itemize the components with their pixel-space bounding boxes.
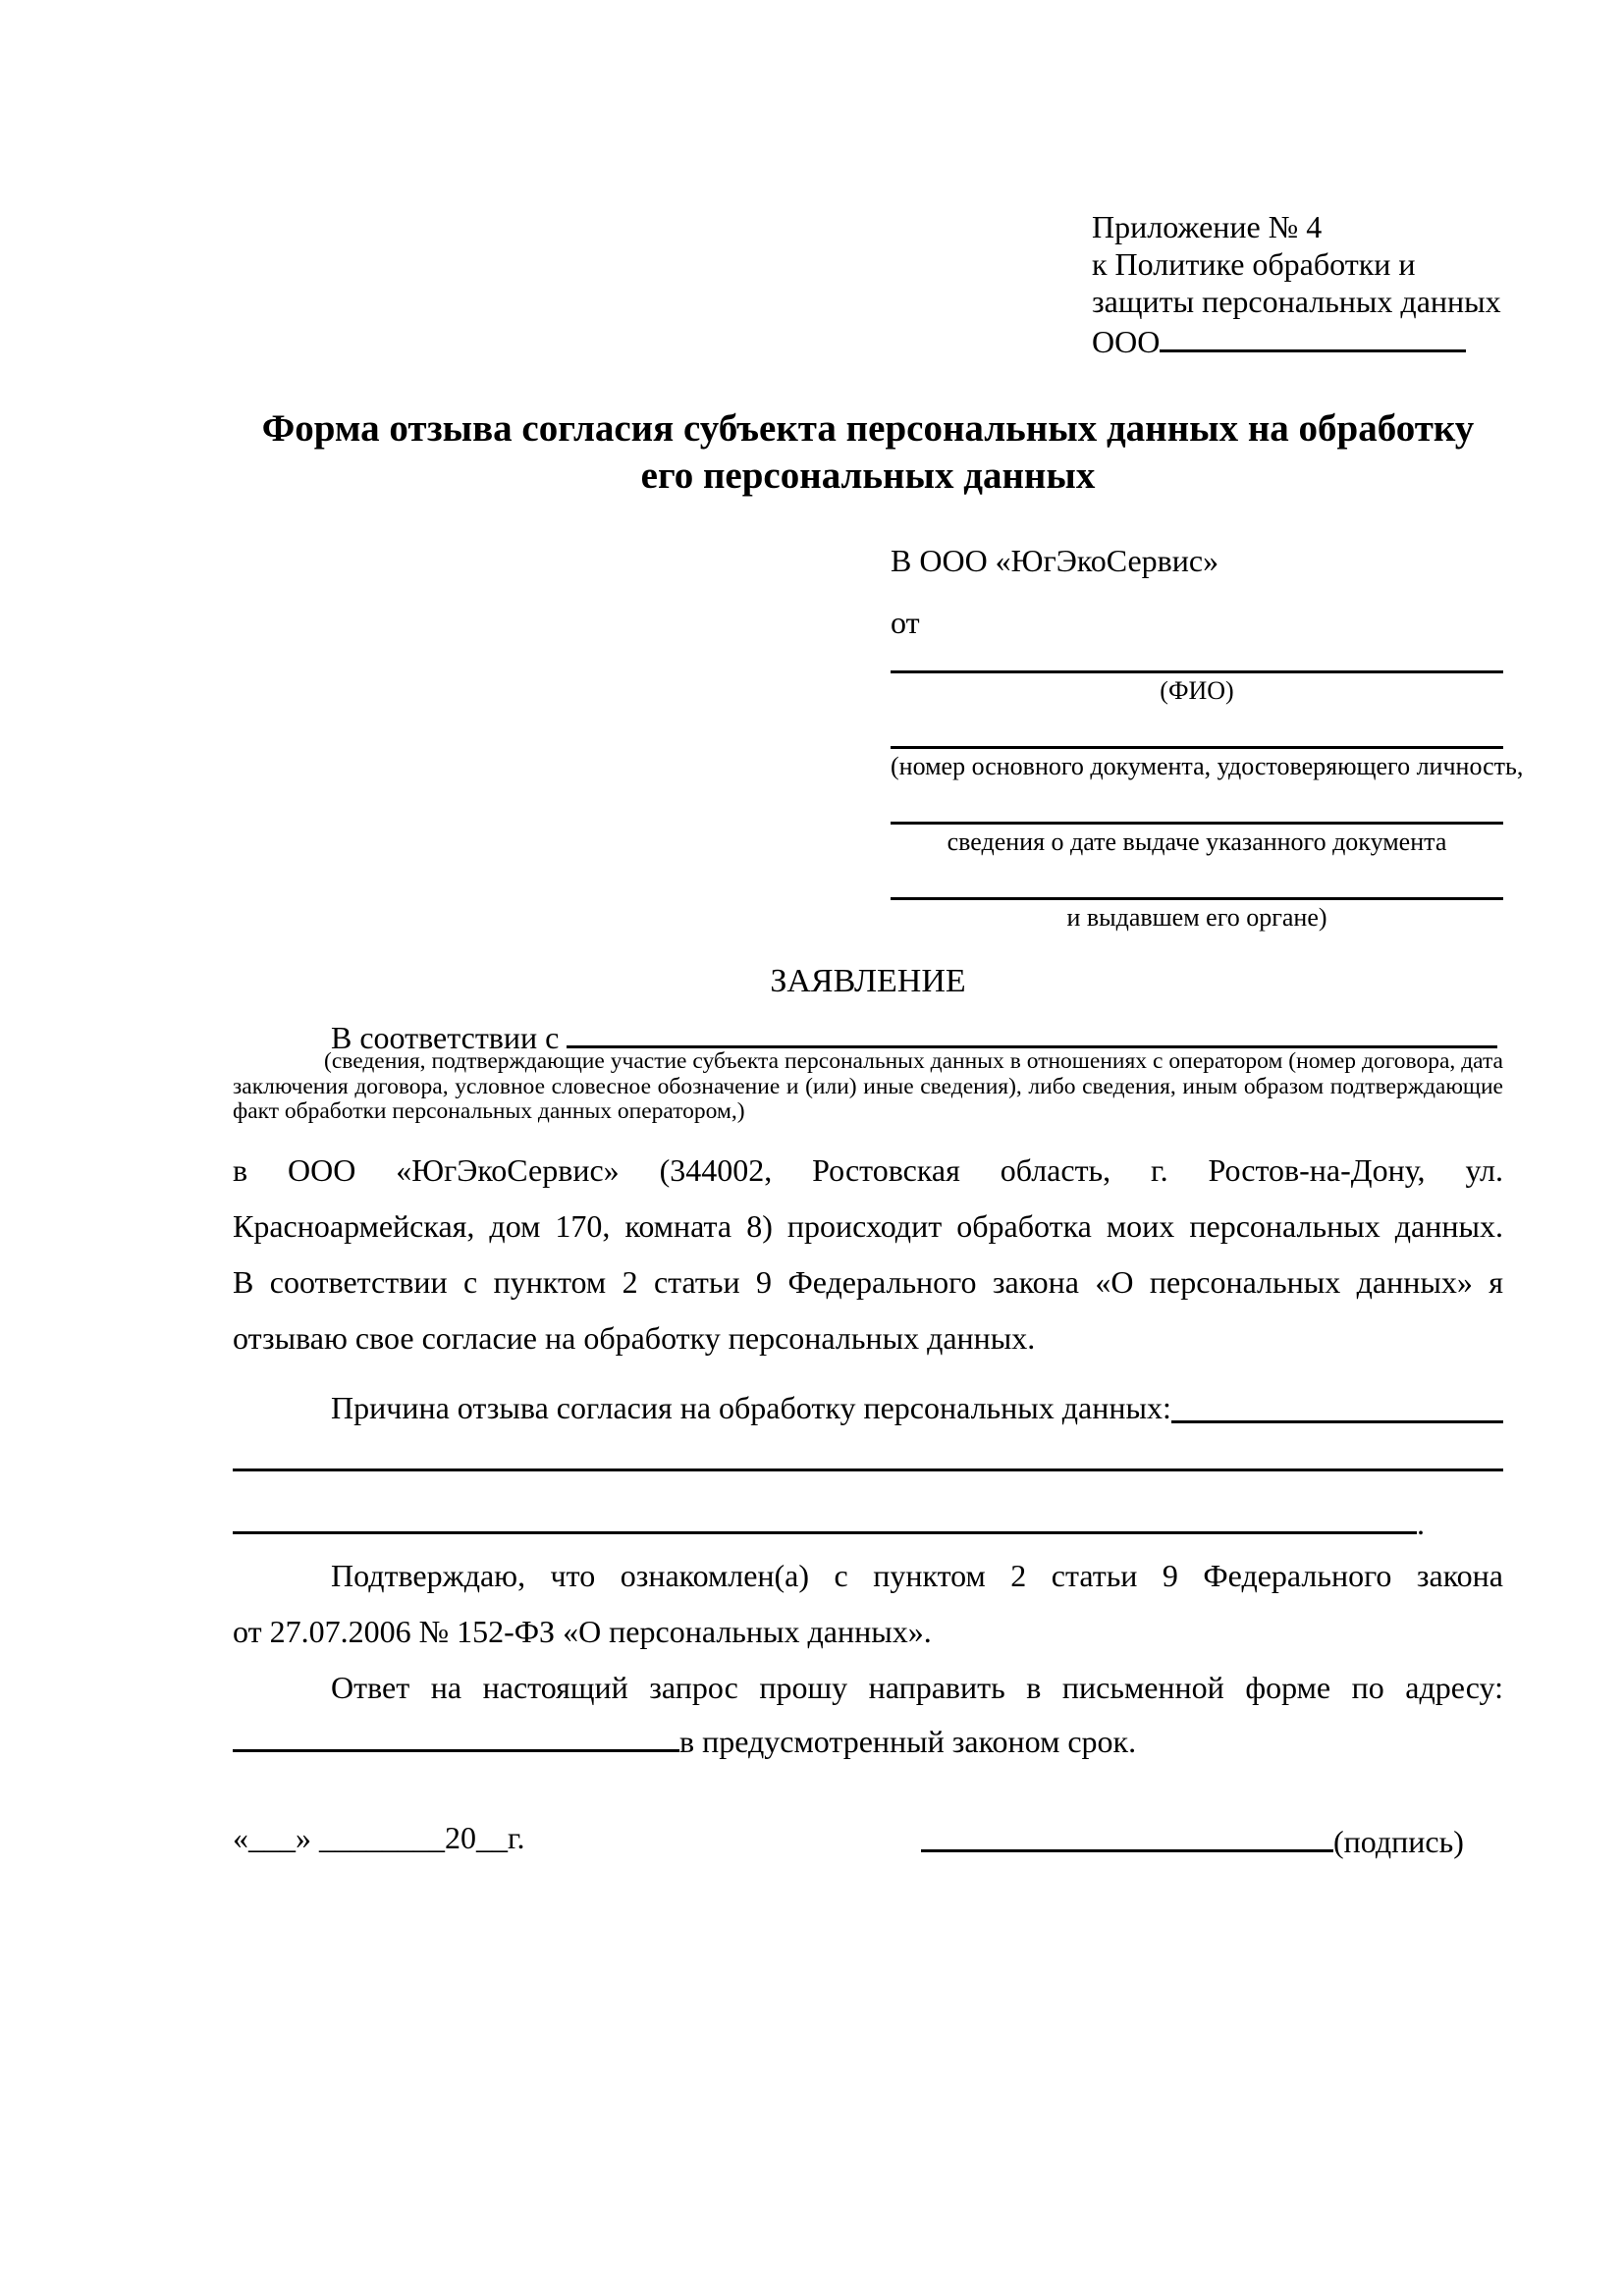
- reason-label: Причина отзыва согласия на обработку персональных данных:: [331, 1390, 1171, 1425]
- issue-date-blank-field: [891, 822, 1503, 825]
- field-document-number: [891, 746, 1524, 781]
- ooo-label: ООО: [1092, 324, 1161, 359]
- intro-blank-field: [567, 1014, 1497, 1048]
- reply-line-2: [233, 1714, 1503, 1770]
- issuing-authority-blank-field: [891, 897, 1503, 900]
- confirm-line-1: Подтверждаю, что ознакомлен(а) с пунктом 2 статьи 9 Федерального закона: [331, 1558, 1503, 1593]
- body-line-4: отзываю свое согласие на обработку персональных данных.: [233, 1320, 1036, 1356]
- fio-caption: (ФИО): [1160, 676, 1234, 705]
- title-line-2: его персональных данных: [640, 454, 1096, 497]
- reason-blank-line-1: [233, 1468, 1503, 1471]
- title-line-1: Форма отзыва согласия субъекта персональных данных на обработку: [261, 407, 1475, 450]
- address-blank-field: [233, 1718, 679, 1752]
- reference-line-2: к Политике обработки и: [1092, 246, 1416, 282]
- confirm-line-2: от 27.07.2006 № 152-ФЗ «О персональных данных».: [233, 1614, 932, 1649]
- body-line-3: В соответствии с пунктом 2 статьи 9 Федерального закона «О персональных данных» я: [233, 1264, 1503, 1300]
- reply-line-1: Ответ на настоящий запрос прошу направить в письменной форме по адресу:: [331, 1670, 1503, 1705]
- reason-blank-field-2: [233, 1500, 1417, 1534]
- addressee-company: В ООО «ЮгЭкоСервис»: [891, 543, 1219, 578]
- reference-line-3: защиты персональных данных: [1092, 284, 1501, 319]
- signature-line: [921, 1818, 1464, 1861]
- intro-caption: (сведения, подтверждающие участие субъекта персональных данных в отношениях с оператором (номер договора, дата заключения договора, условное словесное обозначение и (или) иные сведения), либо сведения, иным образом подтверждающие факт обработки персональных данных оператором,): [233, 1048, 1503, 1124]
- document-number-caption: (номер основного документа, удостоверяющего личность,: [891, 752, 1524, 780]
- reason-line: [233, 1380, 1503, 1436]
- signature-caption: (подпись): [1333, 1824, 1464, 1859]
- reason-blank-field: [1171, 1380, 1503, 1423]
- field-issuing-authority: [891, 897, 1503, 933]
- paragraph-indent: [233, 1380, 331, 1436]
- intro-prefix: В соответствии с: [331, 1020, 560, 1055]
- ooo-blank-field: [1160, 320, 1466, 352]
- date-line: «___» ________20__г.: [233, 1820, 525, 1855]
- document-title: [177, 405, 1559, 500]
- reference-line-1: Приложение № 4: [1092, 209, 1323, 244]
- issue-date-caption: сведения о дате выдаче указанного документа: [947, 828, 1447, 856]
- body-line-1: в ООО «ЮгЭкоСервис» (344002, Ростовская область, г. Ростов-на-Дону, ул.: [233, 1152, 1503, 1188]
- reason-blank-line-2: [233, 1496, 1503, 1552]
- signature-blank-field: [921, 1818, 1333, 1852]
- reference-ooo-line: [1092, 320, 1501, 360]
- body-line-2: Красноармейская, дом 170, комната 8) происходит обработка моих персональных данных.: [233, 1208, 1503, 1244]
- addressee-from-label: от: [891, 605, 920, 640]
- field-issue-date: [891, 822, 1503, 857]
- sentence-period: .: [1417, 1506, 1425, 1541]
- statement-heading: ЗАЯВЛЕНИЕ: [770, 963, 966, 999]
- fio-blank-field: [891, 670, 1503, 673]
- reference-block: [1092, 208, 1501, 360]
- reply-tail-text: в предусмотренный законом срок.: [679, 1724, 1137, 1759]
- field-fio: [891, 670, 1503, 706]
- document-number-blank-field: [891, 746, 1503, 749]
- issuing-authority-caption: и выдавшем его органе): [1066, 903, 1327, 932]
